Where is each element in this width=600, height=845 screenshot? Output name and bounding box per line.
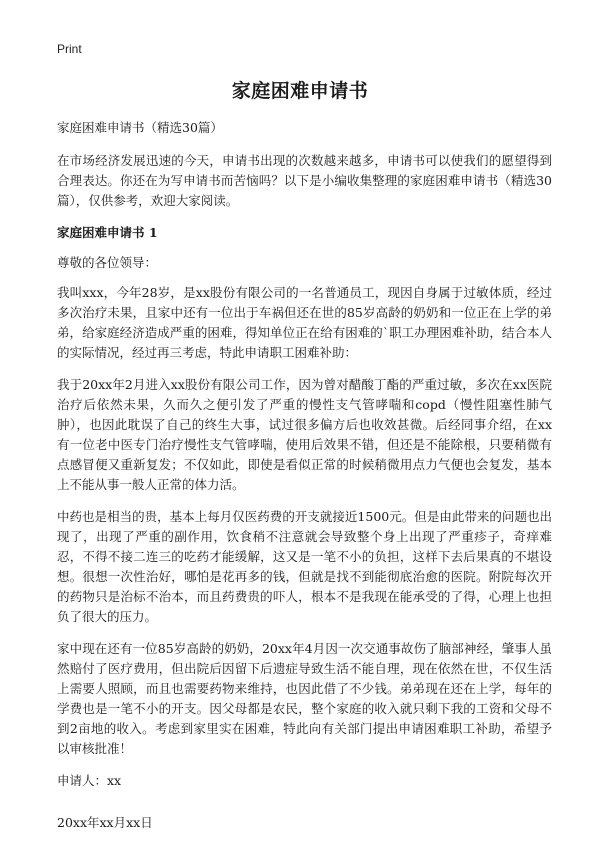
salutation: 尊敬的各位领导：: [57, 255, 158, 270]
signature-line: 申请人：xx: [57, 773, 122, 788]
section-heading: 家庭困难申请书 1: [57, 225, 158, 240]
intro-paragraph: 在市场经济发展迅速的今天，申请书出现的次数越来越多，申请书可以使我们的愿望得到合理表达。你还在为写申请书而苦恼吗？以下是小编收集整理的家庭困难申请书（精选30篇），仅供参考，欢迎大家阅读。: [57, 153, 552, 208]
body-paragraph-3: 中药也是相当的贵，基本上每月仅医药费的开支就接近1500元。但是由此带来的问题也出现了，出现了严重的副作用，饮食稍不注意就会导致整个身上出现了严重疹子，奇痒难忍，不得不接二连三的吃药才能缓解，这又是一笔不小的负担，这样下去后果真的不堪设想。很想一次性治好，哪怕是花再多的钱，但就是找不到能彻底治愈的医院。附院每次开的药物只是治标不治本，而且药费贵的吓人，根本不是我现在能承受的了得，心理上也担负了很大的压力。: [57, 509, 552, 624]
body-paragraph-4: 家中现在还有一位85岁高龄的奶奶，20xx年4月因一次交通事故伤了脑部神经，肇事人虽然赔付了医疗费用，但出院后因留下后遗症导致生活不能自理，现在依然在世，不仅生活上需要人照顾，而且也需要药物来维持，也因此借了不少钱。弟弟现在还在上学，每年的学费也是一笔不小的开支。因父母都是农民，整个家庭的收入就只剩下我的工资和父母不到2亩地的收入。考虑到家里实在困难，特此向有关部门提出申请困难职工补助，希望予以审核批准！: [57, 641, 552, 756]
print-link[interactable]: Print: [57, 42, 82, 56]
body-paragraph-1: 我叫xxx，今年28岁，是xx股份有限公司的一名普通员工，现因自身属于过敏体质，经过多次治疗未果，且家中还有一位出于车祸但还在世的85岁高龄的奶奶和一位正在上学的弟弟，给家庭经济造成严重的困难，得知单位正在给有困难的`职工办理困难补助，结合本人的实际情况，经过再三考虑，特此申请职工困难补助：: [57, 285, 552, 360]
date-line: 20xx年xx月xx日: [57, 815, 153, 830]
document-body: [57, 118, 552, 845]
document-subtitle: 家庭困难申请书（精选30篇）: [57, 120, 223, 135]
page-title: 家庭困难申请书: [231, 80, 369, 102]
body-paragraph-2: 我于20xx年2月进入xx股份有限公司工作，因为曾对醋酸丁酯的严重过敏，多次在xx医院治疗后依然未果，久而久之便引发了严重的慢性支气管哮喘和copd（慢性阻塞性肺气肿），也因此耽误了自己的终生大事，试过很多偏方后也收效甚微。后经同事介绍，在xx有一位老中医专门治疗慢性支气管哮喘，使用后效果不错，但还是不能除根，只要稍微有点感冒便又重新复发；不仅如此，即使是看似正常的时候稍微用点力气便也会复发，基本上不能从事一般人正常的体力活。: [57, 377, 552, 492]
